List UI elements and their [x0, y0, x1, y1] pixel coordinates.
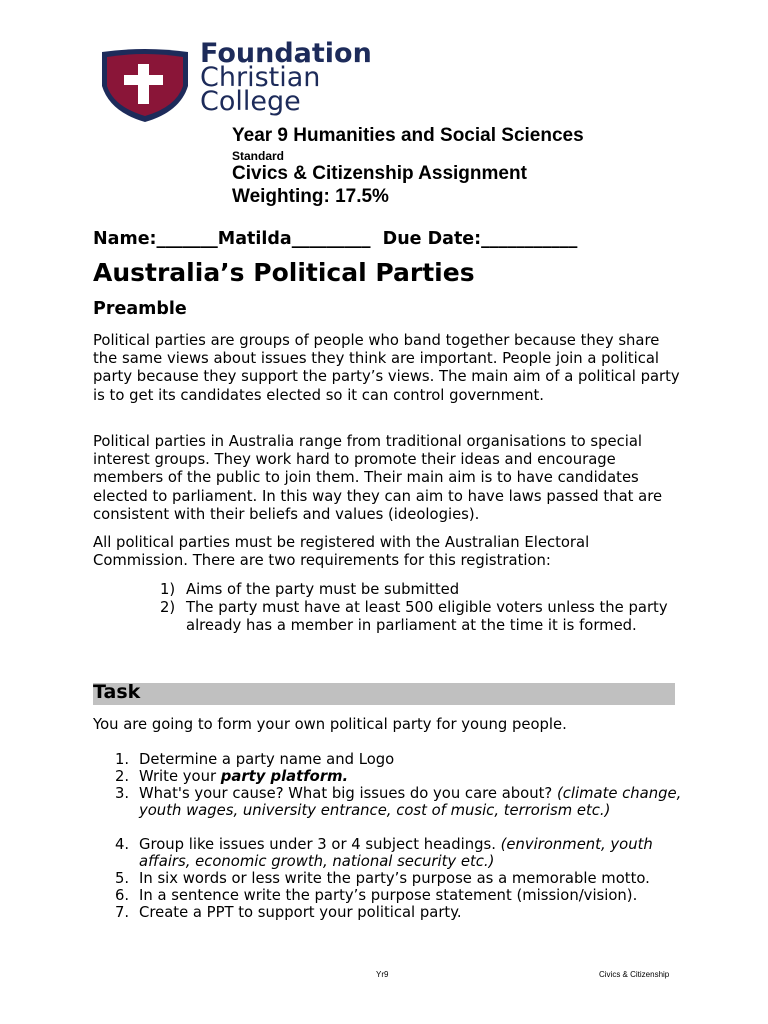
step-number: 3.	[115, 785, 130, 802]
level-label: Standard	[232, 149, 285, 163]
step-number: 6.	[115, 887, 130, 904]
footer-center: Yr9	[376, 970, 389, 979]
logo-line-3: College	[200, 86, 301, 117]
step-note: (climate change, youth wages, university entrance, cost of music, terrorism etc.)	[139, 785, 682, 819]
task-intro: You are going to form your own political party for young people.	[93, 716, 567, 733]
requirement-number: 2)	[160, 599, 176, 616]
step-text: Group like issues under 3 or 4 subject headings.	[139, 836, 501, 853]
step-text: Determine a party name and Logo	[139, 751, 395, 768]
footer-right: Civics & Citizenship	[599, 970, 670, 979]
step-note: (environment, youth affairs, economic growth, national security etc.)	[139, 836, 653, 870]
preamble-heading: Preamble	[93, 299, 187, 319]
step-text-wrap	[139, 837, 684, 871]
weighting-label: Weighting: 17.5%	[232, 186, 389, 207]
student-name-line: Name:_______Matilda_________ Due Date:___________	[93, 229, 578, 249]
step-number: 2.	[115, 768, 130, 785]
requirement-text: Aims of the party must be submitted	[186, 581, 460, 598]
step-number: 7.	[115, 904, 130, 921]
step-text: Write your	[139, 768, 221, 785]
step-text-wrap	[139, 786, 684, 820]
step-text: Create a PPT to support your political party.	[139, 904, 462, 921]
assignment-title: Civics & Citizenship Assignment	[232, 163, 527, 184]
requirement-text: The party must have at least 500 eligible voters unless the party already has a member in parliament at the time it is formed.	[186, 599, 668, 635]
task-heading-bar	[93, 683, 675, 705]
requirement-number: 1)	[160, 581, 176, 598]
preamble-paragraph-2: Political parties in Australia range from traditional organisations to special interest groups. They work hard to promote their ideas and encourage members of the public to join them. Their main aim is to have candidates elected to parliament. In this way they can aim to have laws passed that are consistent with their beliefs and values (ideologies).	[93, 433, 663, 523]
page-title: Australia’s Political Parties	[93, 258, 475, 287]
step-text: What's your cause? What big issues do you care about?	[139, 785, 557, 802]
step-text-wrap	[139, 769, 684, 786]
subject-title: Year 9 Humanities and Social Sciences	[232, 125, 584, 146]
step-text: In a sentence write the party’s purpose statement (mission/vision).	[139, 887, 638, 904]
preamble-paragraph-3: All political parties must be registered with the Australian Electoral Commission. There are two requirements for this registration:	[93, 534, 590, 570]
logo-line-1: Foundation	[200, 38, 372, 69]
step-number: 1.	[115, 751, 130, 768]
step-number: 4.	[115, 836, 130, 853]
logo-line-2: Christian	[200, 62, 321, 93]
school-logo	[100, 38, 460, 122]
step-emphasis: party platform.	[220, 768, 349, 785]
preamble-paragraph-1: Political parties are groups of people who band together because they share the same views about issues they think are important. People join a political party because they support the party’s views. The main aim of a political party is to get its candidates elected so it can control government.	[93, 332, 680, 404]
step-number: 5.	[115, 870, 130, 887]
step-text: In six words or less write the party’s purpose as a memorable motto.	[139, 870, 650, 887]
task-heading: Task	[93, 681, 141, 703]
